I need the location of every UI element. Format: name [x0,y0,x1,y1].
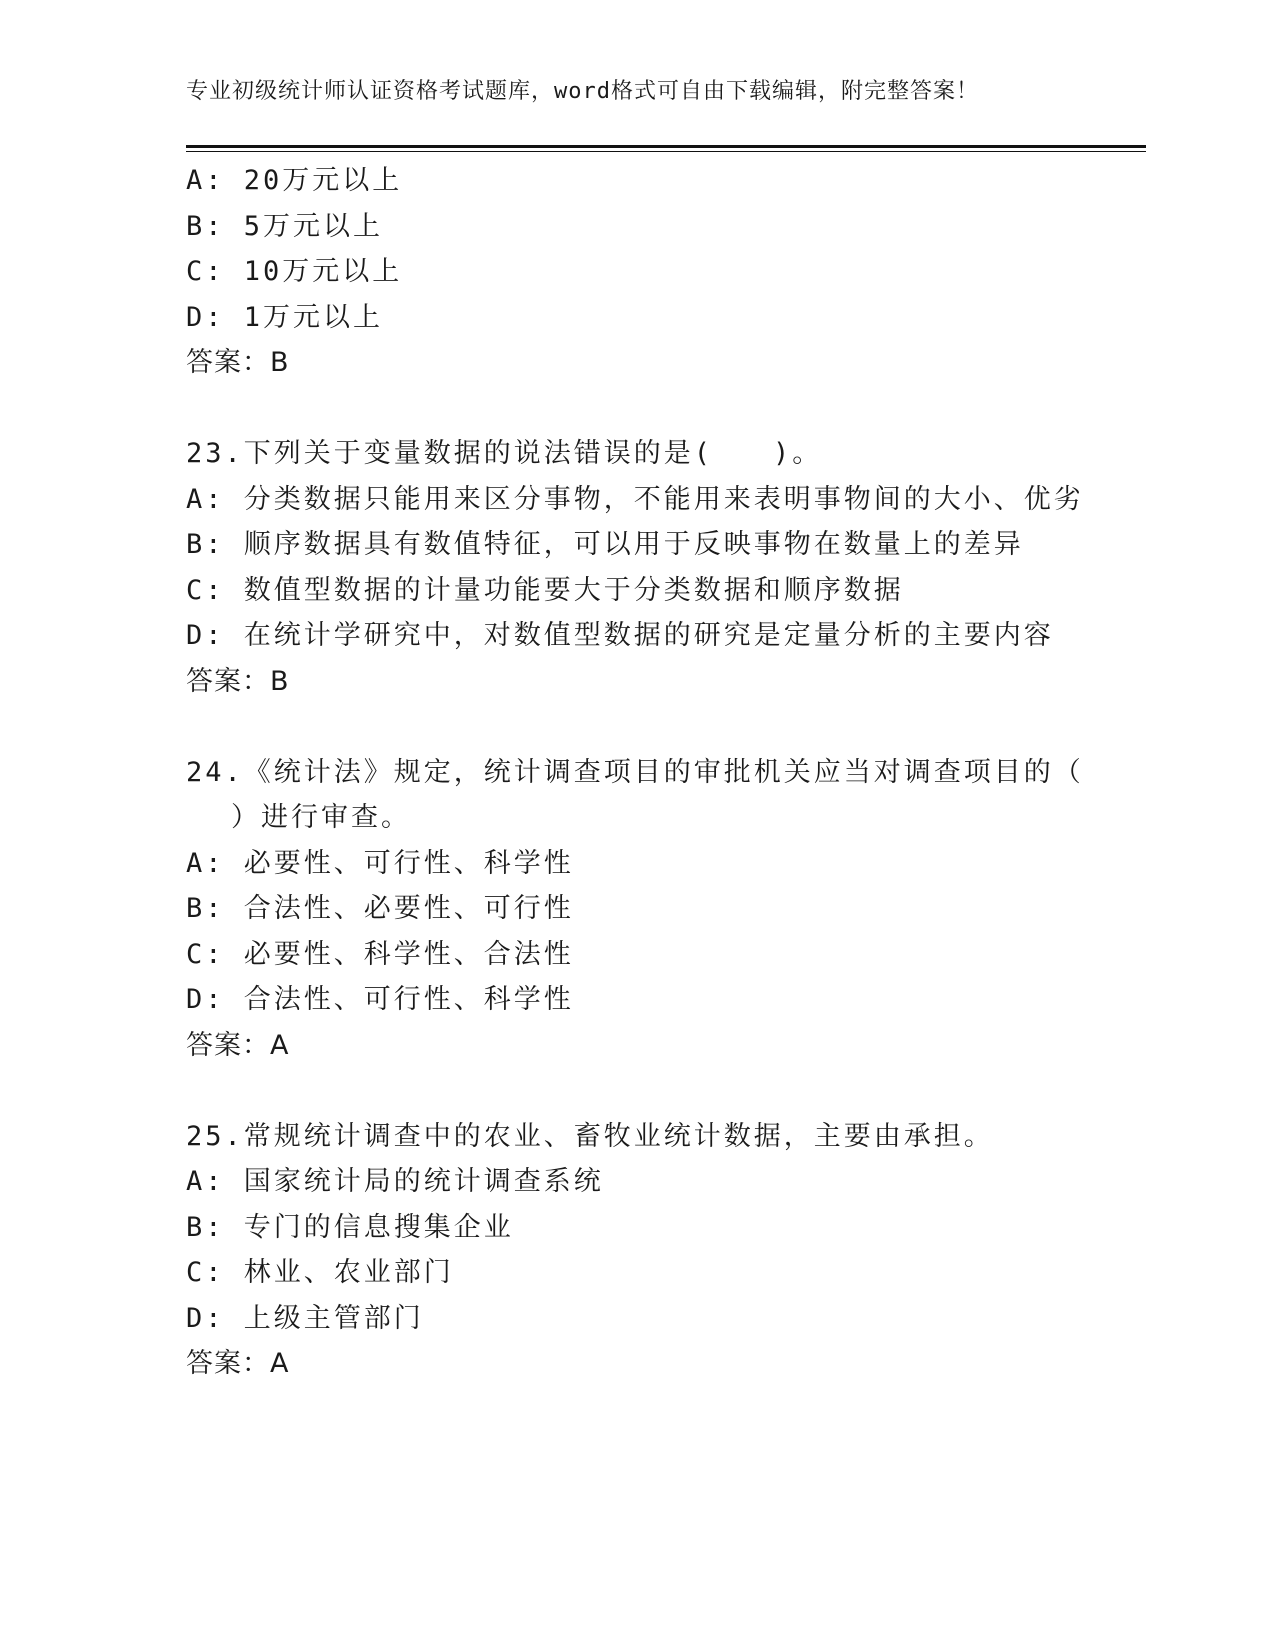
answer: 答案：B [186,347,290,378]
answer: 答案：B [186,665,290,697]
option-d: D: 1万元以上 [186,301,384,333]
option-a: A: 20万元以上 [186,165,403,196]
question-22-tail [186,158,1086,386]
option-b: B: 顺序数据具有数值特征，可以用于反映事物在数量上的差异 [186,529,1024,560]
question-stem: 24.《统计法》规定，统计调查项目的审批机关应当对调查项目的（ [186,756,1084,788]
option-d: D: 在统计学研究中，对数值型数据的研究是定量分析的主要内容 [186,620,1054,651]
option-c: C: 数值型数据的计量功能要大于分类数据和顺序数据 [186,574,904,606]
option-a: A: 必要性、可行性、科学性 [186,847,574,879]
question-25 [186,1114,1086,1387]
option-b: B: 专门的信息搜集企业 [186,1211,514,1243]
option-b: B: 合法性、必要性、可行性 [186,893,574,924]
option-c: C: 10万元以上 [186,256,403,287]
spacer [186,704,1086,750]
option-b: B: 5万元以上 [186,210,384,242]
question-list [186,158,1086,1387]
question-24 [186,750,1086,1069]
option-a: A: 分类数据只能用来区分事物，不能用来表明事物间的大小、优劣 [186,483,1084,515]
spacer [186,1068,1086,1114]
option-d: D: 合法性、可行性、科学性 [186,984,574,1015]
page-header: 专业初级统计师认证资格考试题库，word格式可自由下载编辑，附完整答案！ [186,79,979,104]
question-stem: 25.常规统计调查中的农业、畜牧业统计数据，主要由承担。 [186,1120,994,1152]
option-c: C: 必要性、科学性、合法性 [186,938,574,970]
answer: 答案：A [186,1029,290,1061]
header-rule-thick [186,145,1146,148]
header-rule-thin [186,151,1146,152]
question-23 [186,431,1086,704]
option-a: A: 国家统计局的统计调查系统 [186,1166,604,1197]
option-c: C: 林业、农业部门 [186,1257,454,1288]
answer: 答案：A [186,1348,290,1379]
spacer [186,386,1086,432]
option-d: D: 上级主管部门 [186,1302,424,1334]
question-stem-continued: ）进行审查。 [231,802,411,833]
question-stem: 23.下列关于变量数据的说法错误的是( )。 [186,438,823,469]
